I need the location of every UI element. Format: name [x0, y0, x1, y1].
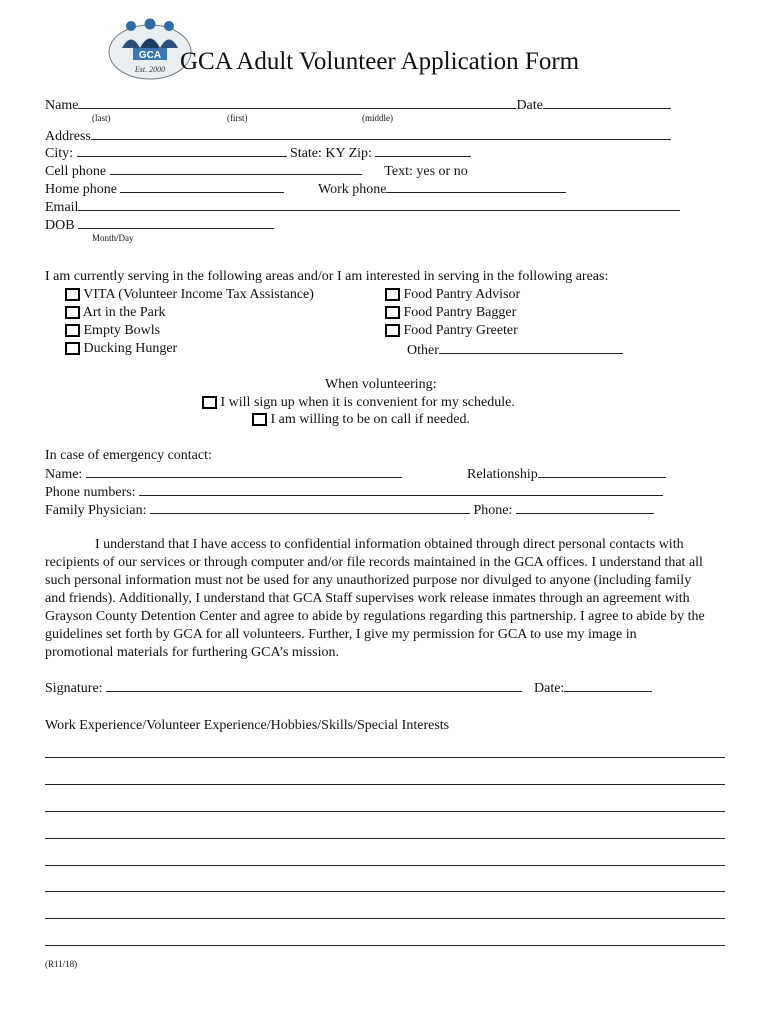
experience-line[interactable] [45, 891, 725, 892]
email-field[interactable] [78, 198, 680, 211]
vita-checkbox[interactable] [65, 288, 80, 301]
state-zip-label: State: KY Zip: [290, 146, 372, 161]
physician-phone-field[interactable] [516, 501, 654, 514]
name-field[interactable] [78, 96, 516, 109]
date-label: Date [516, 98, 543, 113]
area-right-1: Food Pantry Bagger [403, 305, 517, 320]
on-call-checkbox[interactable] [252, 413, 267, 426]
confidentiality-statement: I understand that I have access to confidential information obtained through direct personal contacts with recipients of our services or through computer and/or file records maintained in the GCA offices. I understand that all such personal information must not be used for any unauthorized purpose nor divulged to anyone (including family and friends). Additionally, I understand that GCA Staff supervises work release inmates through an agreement with Grayson County Detention Center and agree to abide by regulations regarding this partnership. I agree to abide by the guidelines set forth by GCA for all volunteers. Further, I give my permission for GCA to use my image in promotional materials for furthering GCA’s mission. [45, 537, 705, 660]
area-left-3: Ducking Hunger [83, 341, 178, 356]
volunteering-heading: When volunteering: [325, 377, 437, 392]
email-label: Email [45, 200, 79, 215]
area-right-2: Food Pantry Greeter [403, 323, 518, 338]
name-label: Name [45, 98, 79, 113]
experience-heading: Work Experience/Volunteer Experience/Hobbies/Skills/Special Interests [45, 718, 450, 733]
signature-label: Signature: [45, 681, 103, 696]
relationship-label: Relationship [467, 467, 538, 482]
area-other-field[interactable] [439, 341, 623, 354]
empty-bowls-checkbox[interactable] [65, 324, 80, 337]
city-label: City: [45, 146, 74, 161]
experience-line[interactable] [45, 811, 725, 812]
emergency-name-label: Name: [45, 467, 83, 482]
signature-date-field[interactable] [564, 679, 652, 692]
areas-intro: I am currently serving in the following areas and/or I am interested in serving in the following areas: [45, 269, 609, 284]
art-in-the-park-checkbox[interactable] [65, 306, 80, 319]
signature-date-label: Date: [534, 681, 565, 696]
experience-line[interactable] [45, 838, 725, 839]
experience-line[interactable] [45, 945, 725, 946]
name-sub-first: (first) [227, 113, 248, 123]
work-phone-field[interactable] [386, 180, 566, 193]
logo-tagline: Est. 2000 [134, 65, 166, 74]
dob-sub: Month/Day [92, 233, 134, 243]
food-pantry-bagger-checkbox[interactable] [385, 306, 400, 319]
physician-phone-label: Phone: [473, 503, 513, 518]
date-field[interactable] [543, 96, 671, 109]
text-yes-no-label: Text: yes or no [384, 164, 468, 179]
food-pantry-greeter-checkbox[interactable] [385, 324, 400, 337]
area-left-0: VITA (Volunteer Income Tax Assistance) [83, 287, 314, 302]
emergency-name-field[interactable] [86, 465, 402, 478]
phone-numbers-label: Phone numbers: [45, 485, 136, 500]
phone-numbers-field[interactable] [139, 483, 663, 496]
volunteering-opt2: I am willing to be on call if needed. [270, 412, 470, 427]
zip-field[interactable] [375, 144, 471, 157]
physician-label: Family Physician: [45, 503, 147, 518]
dob-field[interactable] [78, 216, 274, 229]
address-field[interactable] [91, 127, 671, 140]
area-left-2: Empty Bowls [83, 323, 161, 338]
relationship-field[interactable] [538, 465, 666, 478]
cell-phone-label: Cell phone [45, 164, 107, 179]
experience-line[interactable] [45, 784, 725, 785]
area-other-label: Other [407, 343, 439, 358]
work-phone-label: Work phone [318, 182, 387, 197]
revision-code: (R11/18) [45, 959, 78, 969]
city-field[interactable] [77, 144, 287, 157]
page-title: GCA Adult Volunteer Application Form [180, 48, 580, 75]
area-left-1: Art in the Park [82, 305, 166, 320]
food-pantry-advisor-checkbox[interactable] [385, 288, 400, 301]
address-label: Address [45, 129, 91, 144]
experience-line[interactable] [45, 757, 725, 758]
emergency-heading: In case of emergency contact: [45, 448, 212, 463]
volunteering-opt1: I will sign up when it is convenient for my schedule. [220, 395, 515, 410]
name-sub-middle: (middle) [362, 113, 393, 123]
name-sub-last: (last) [92, 113, 111, 123]
home-phone-label: Home phone [45, 182, 117, 197]
cell-phone-field[interactable] [110, 162, 362, 175]
home-phone-field[interactable] [120, 180, 284, 193]
signature-field[interactable] [106, 679, 522, 692]
experience-line[interactable] [45, 865, 725, 866]
logo-text: GCA [138, 50, 162, 61]
dob-label: DOB [45, 218, 75, 233]
ducking-hunger-checkbox[interactable] [65, 342, 80, 355]
physician-field[interactable] [150, 501, 470, 514]
experience-line[interactable] [45, 918, 725, 919]
area-right-0: Food Pantry Advisor [403, 287, 521, 302]
sign-up-checkbox[interactable] [202, 396, 217, 409]
